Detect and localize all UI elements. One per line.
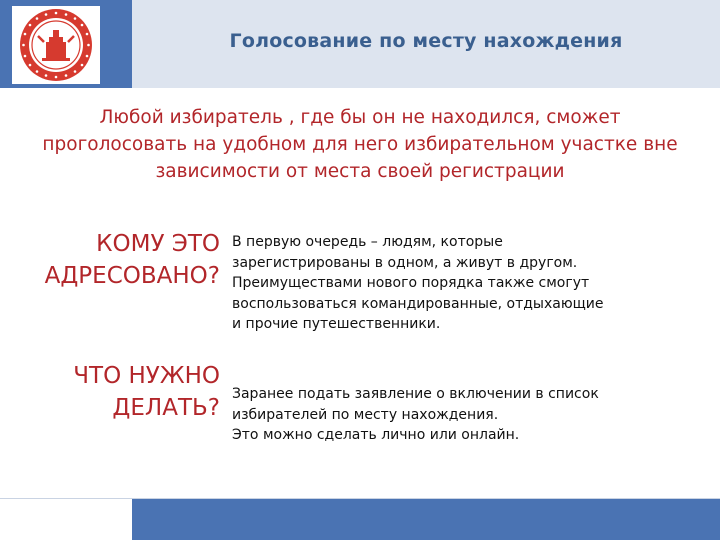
answer-who: В первую очередь – людям, которые зарегистрированы в одном, а живут в другом. Преимуществами нового порядка также смогут воспользоваться командированные, отдыхающие и прочие путешественники. bbox=[232, 234, 604, 332]
footer-bar bbox=[132, 498, 720, 540]
page-title: Голосование по месту нахождения bbox=[229, 30, 623, 52]
footer-left-panel bbox=[0, 498, 132, 540]
logo-panel bbox=[0, 0, 132, 88]
election-commission-emblem-icon bbox=[12, 6, 100, 84]
intro-text: Любой избиратель , где бы он не находился, сможет проголосовать на удобном для него избирательном участке вне зависимости от места своей регистрации bbox=[42, 107, 678, 182]
answer-what: Заранее подать заявление о включении в список избирателей по месту нахождения. Это можно сделать лично или онлайн. bbox=[232, 386, 599, 443]
question-what: ЧТО НУЖНО ДЕЛАТЬ? bbox=[73, 363, 220, 421]
question-who: КОМУ ЭТО АДРЕСОВАНО? bbox=[44, 231, 220, 289]
footer-divider bbox=[132, 498, 720, 499]
